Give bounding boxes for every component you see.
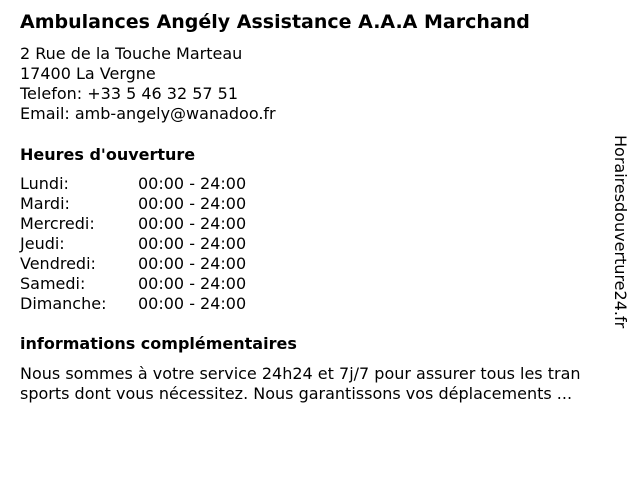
day-label: Mercredi: xyxy=(20,214,95,233)
day-label: Mardi: xyxy=(20,194,70,213)
time-range: 00:00 - 24:00 xyxy=(138,194,247,213)
info-description xyxy=(20,364,632,404)
info-heading: informations complémentaires xyxy=(20,334,297,353)
time-range: 00:00 - 24:00 xyxy=(138,174,247,193)
day-label: Dimanche: xyxy=(20,294,107,313)
time-range: 00:00 - 24:00 xyxy=(138,214,247,233)
time-range: 00:00 - 24:00 xyxy=(138,254,247,273)
hours-heading: Heures d'ouverture xyxy=(20,145,196,164)
email-address: Email: amb-angely@wanadoo.fr xyxy=(20,104,276,123)
time-range: 00:00 - 24:00 xyxy=(138,234,247,253)
day-label: Jeudi: xyxy=(20,234,65,253)
info-line: sports dont vous nécessitez. Nous garantissons vos déplacements ... xyxy=(20,384,573,403)
time-range: 00:00 - 24:00 xyxy=(138,274,247,293)
business-name: Ambulances Angély Assistance A.A.A Marchand xyxy=(20,11,530,33)
address-street: 2 Rue de la Touche Marteau xyxy=(20,44,243,63)
contact-block xyxy=(20,44,276,124)
info-line: Nous sommes à votre service 24h24 et 7j/7 pour assurer tous les tran xyxy=(20,364,581,383)
time-range: 00:00 - 24:00 xyxy=(138,294,247,313)
day-label: Vendredi: xyxy=(20,254,96,273)
phone-number: Telefon: +33 5 46 32 57 51 xyxy=(20,84,239,103)
day-label: Lundi: xyxy=(20,174,69,193)
day-label: Samedi: xyxy=(20,274,86,293)
site-watermark: Horairesdouverture24.fr xyxy=(611,135,630,329)
address-city: 17400 La Vergne xyxy=(20,64,156,83)
